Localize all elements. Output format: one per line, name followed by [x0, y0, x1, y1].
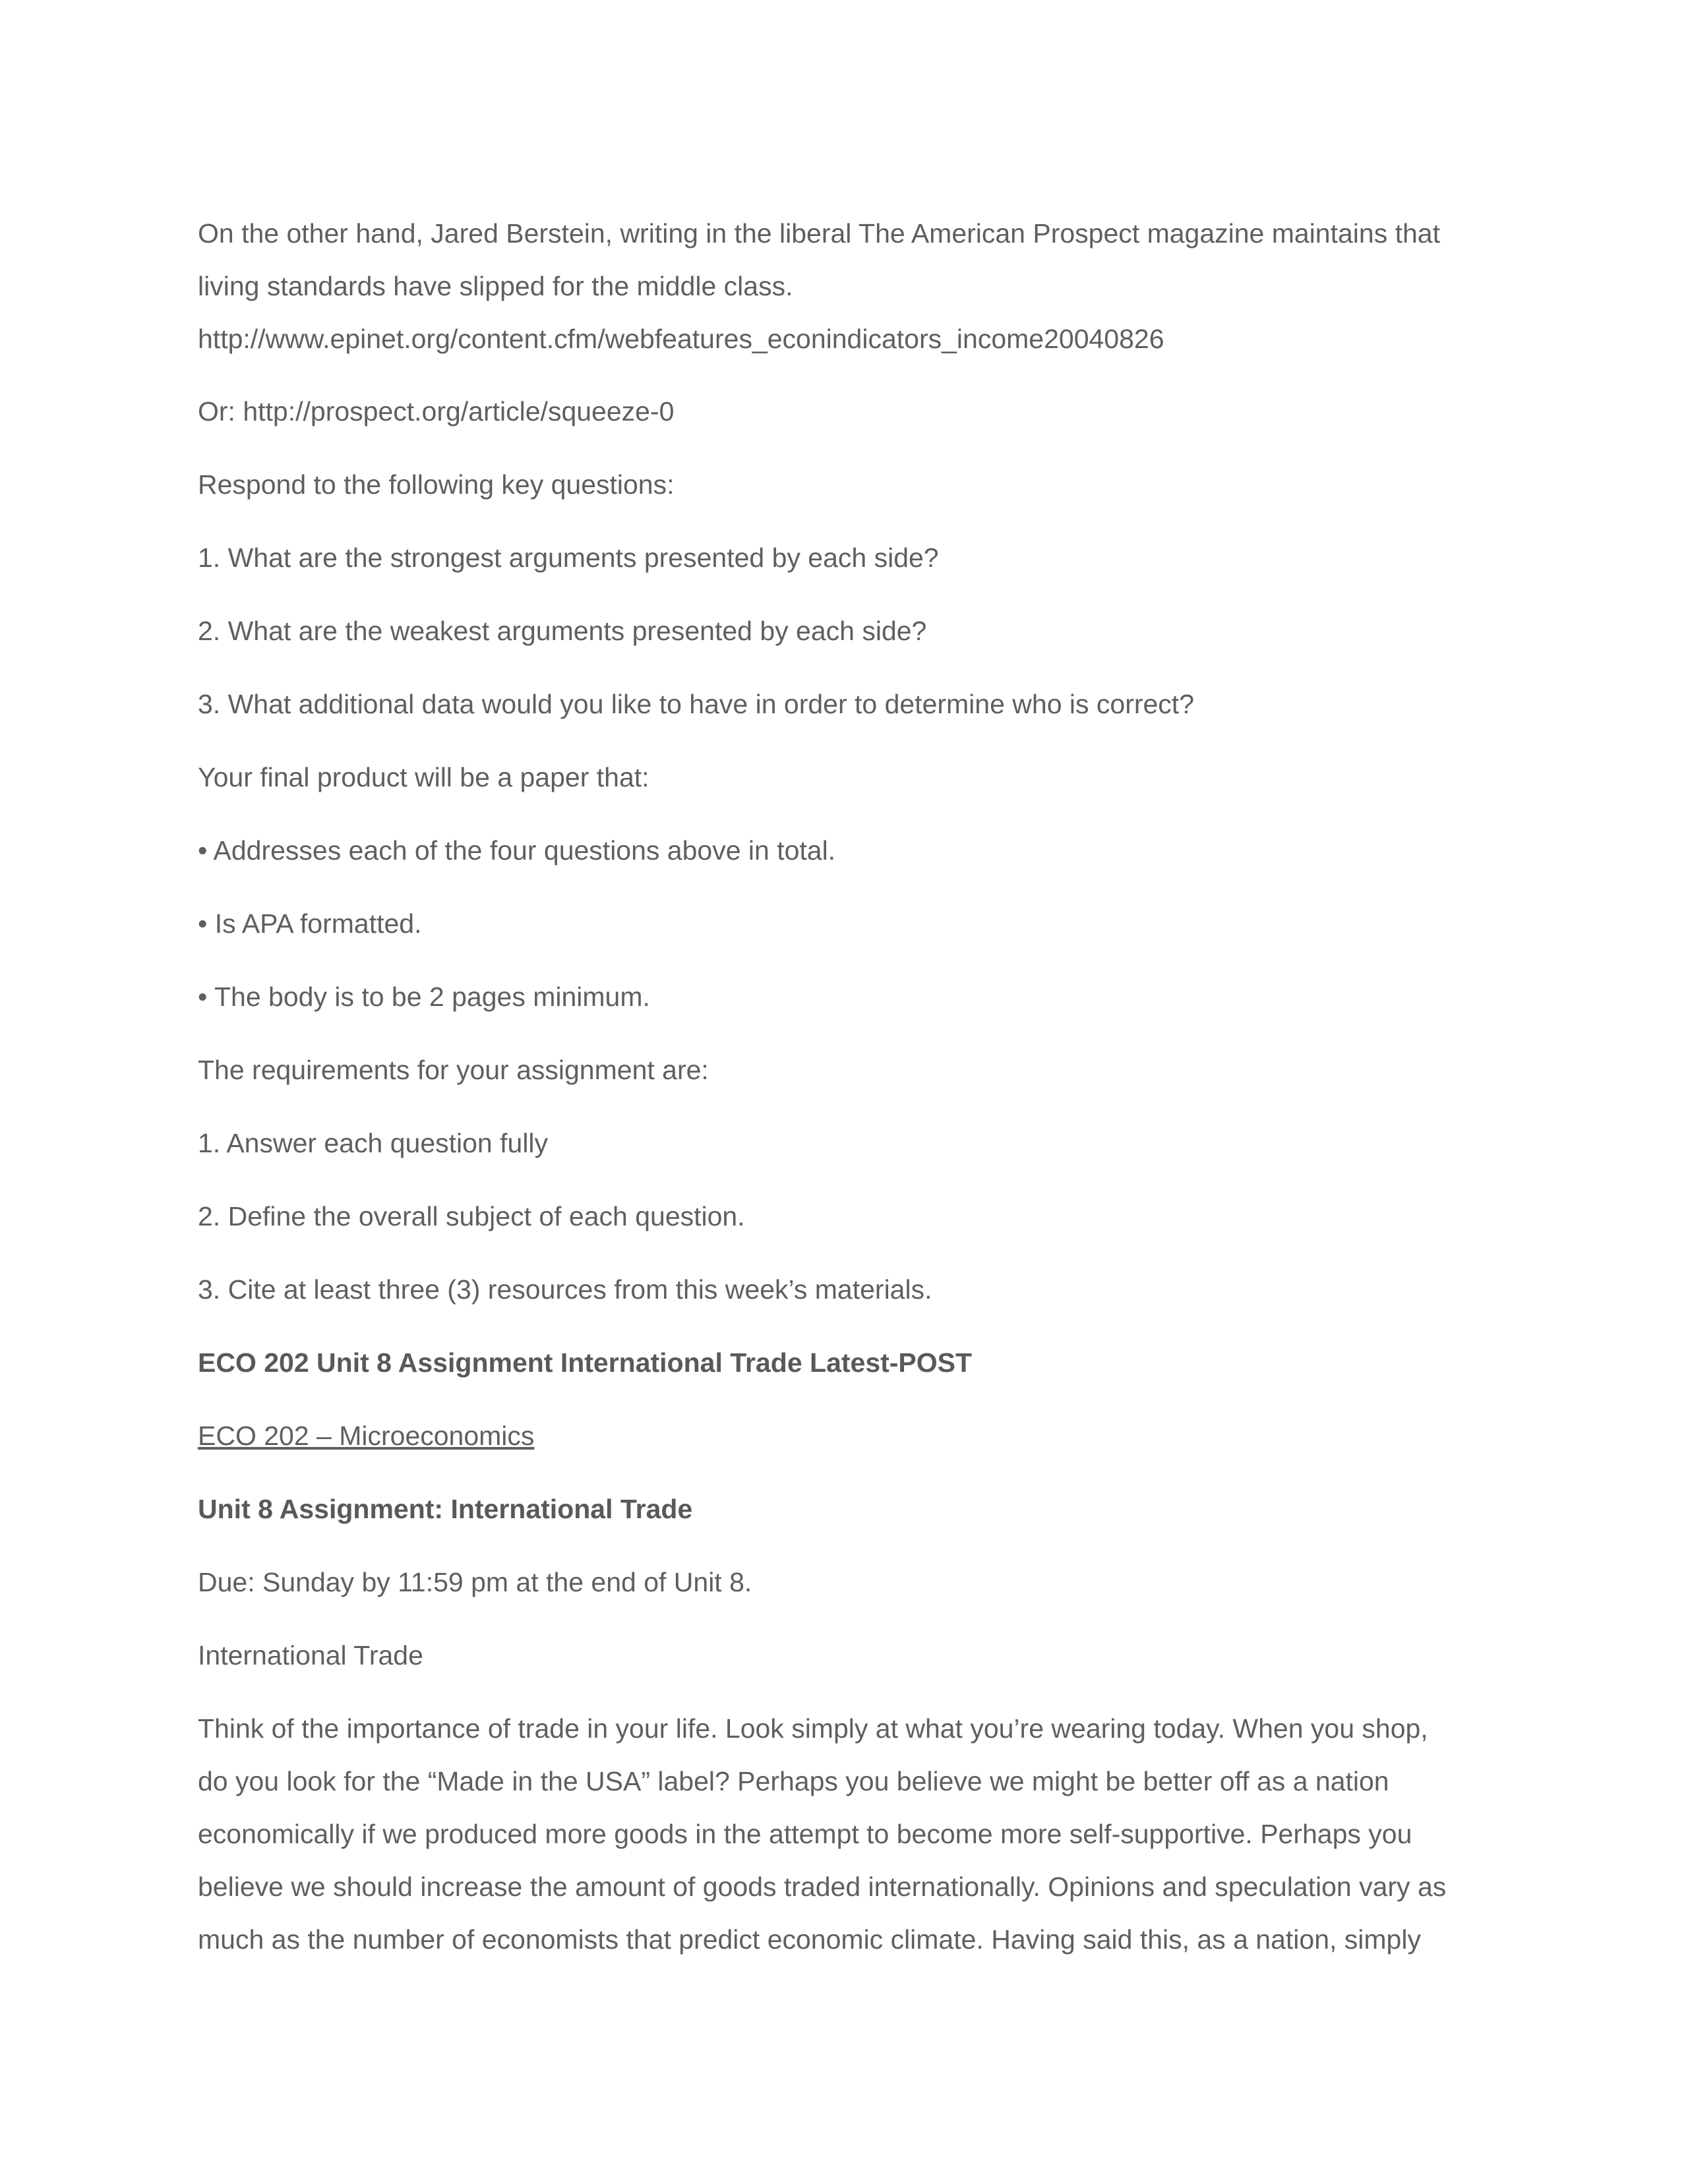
due-date: Due: Sunday by 11:59 pm at the end of Unit 8. — [198, 1567, 752, 1597]
epinet-link: http://www.epinet.org/content.cfm/webfeatures_econindicators_income20040826 — [198, 324, 1164, 354]
assignment-title: Unit 8 Assignment: International Trade — [198, 1494, 693, 1524]
product-bullet-1: • Addresses each of the four questions above in total. — [198, 835, 836, 866]
alt-link-paragraph: Or: http://prospect.org/article/squeeze-0 — [198, 396, 675, 427]
intro-paragraph — [198, 207, 1517, 365]
course-title: ECO 202 – Microeconomics — [198, 1421, 535, 1451]
product-intro: Your final product will be a paper that: — [198, 762, 649, 792]
intro-line-2: living standards have slipped for the middle class. — [198, 271, 793, 301]
section-title: International Trade — [198, 1640, 423, 1670]
requirement-3: 3. Cite at least three (3) resources from this week’s materials. — [198, 1274, 932, 1305]
body-paragraph — [198, 1702, 1517, 1966]
question-2: 2. What are the weakest arguments presented by each side? — [198, 616, 927, 646]
requirements-intro: The requirements for your assignment are: — [198, 1055, 709, 1085]
requirement-1: 1. Answer each question fully — [198, 1128, 549, 1158]
body-line-5: much as the number of economists that predict economic climate. Having said this, as a nation, simply — [198, 1924, 1421, 1955]
question-3: 3. What additional data would you like to have in order to determine who is correct? — [198, 689, 1194, 719]
body-line-3: economically if we produced more goods in the attempt to become more self-supportive. Perhaps you — [198, 1819, 1412, 1849]
product-bullet-3: • The body is to be 2 pages minimum. — [198, 982, 650, 1012]
body-line-2: do you look for the “Made in the USA” label? Perhaps you believe we might be better off as a nation — [198, 1766, 1389, 1796]
requirement-2: 2. Define the overall subject of each question. — [198, 1201, 745, 1231]
intro-line-1: On the other hand, Jared Berstein, writing in the liberal The American Prospect magazine maintains that — [198, 218, 1440, 249]
body-line-1: Think of the importance of trade in your life. Look simply at what you’re wearing today. When you shop, — [198, 1713, 1428, 1744]
question-1: 1. What are the strongest arguments presented by each side? — [198, 543, 939, 573]
unit8-heading: ECO 202 Unit 8 Assignment International Trade Latest-POST — [198, 1347, 973, 1378]
body-line-4: believe we should increase the amount of goods traded internationally. Opinions and speculation vary as — [198, 1872, 1447, 1902]
questions-intro: Respond to the following key questions: — [198, 469, 675, 500]
product-bullet-2: • Is APA formatted. — [198, 908, 422, 939]
